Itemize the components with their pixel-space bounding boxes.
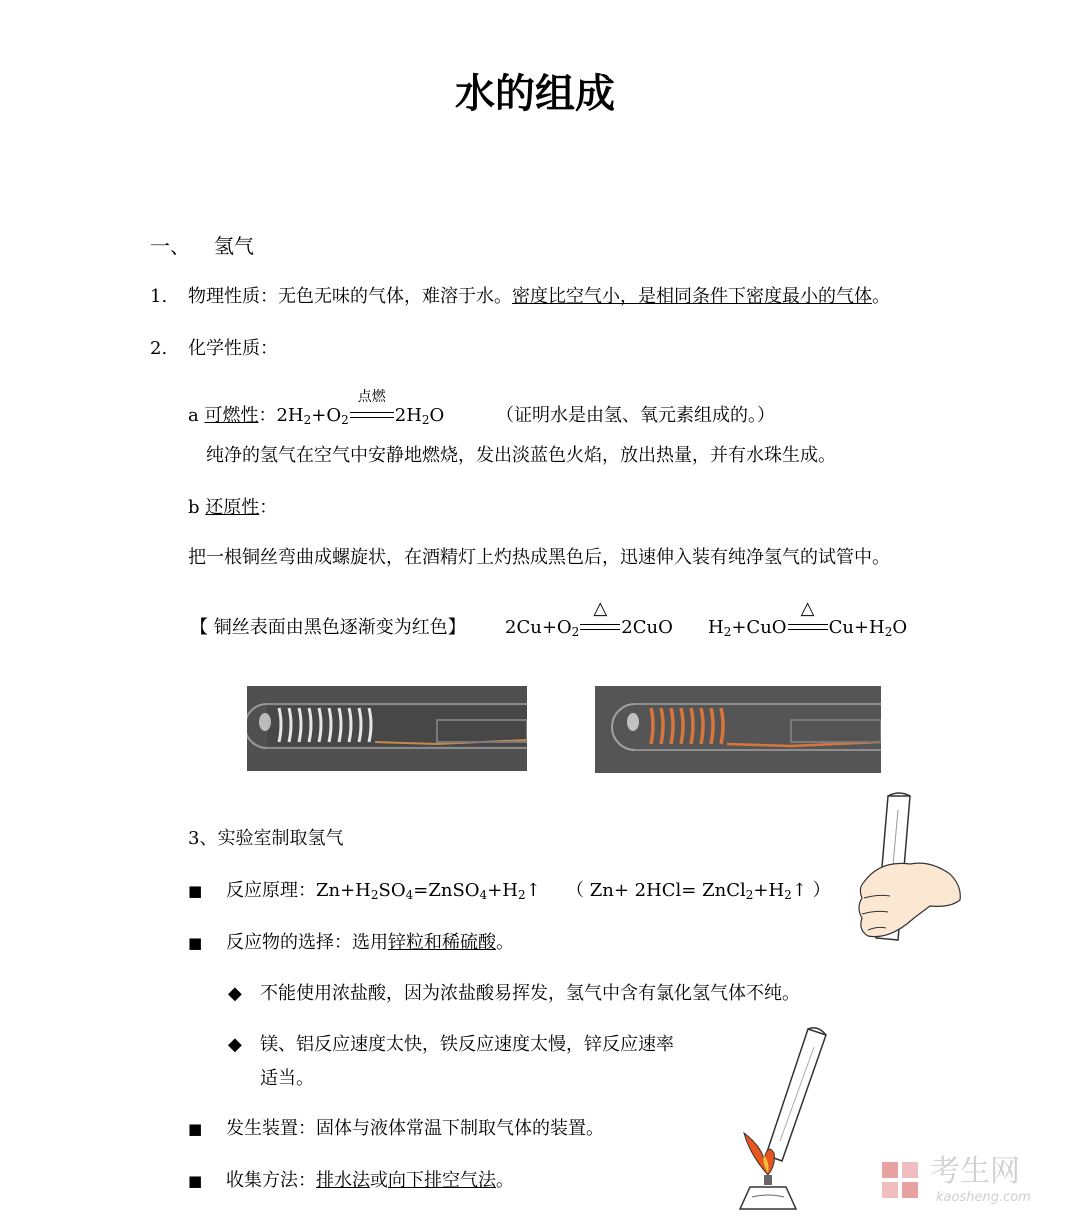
equation-cuo-reduction: $H_2+CuO$ △ $Cu+H_2O$ xyxy=(708,598,908,639)
collection-method-1: 排水法 xyxy=(316,1170,370,1191)
collection-method-2: 向下排空气法 xyxy=(388,1170,496,1191)
bullet-icon: ■ xyxy=(188,1172,203,1190)
principle-alternative: （ $Zn+ 2HCl= ZnCl_2+H_2↑$ ） xyxy=(566,880,831,902)
item1-text xyxy=(188,285,890,309)
item2-text: 化学性质： xyxy=(188,338,278,359)
combustion-description: 纯净的氢气在空气中安静地燃烧，发出淡蓝色火焰，放出热量，并有水珠生成。 xyxy=(206,445,836,466)
heat-condition: △ xyxy=(593,598,608,619)
combustion-rhs: $2H_2O$ xyxy=(394,405,445,427)
sub-point-2-line2: 适当。 xyxy=(260,1068,314,1089)
sub-point-1: 不能使用浓盐酸，因为浓盐酸易挥发，氢气中含有氯化氢气体不纯。 xyxy=(260,983,800,1004)
item1-number: 1. xyxy=(150,286,168,307)
reactant-line: 反应物的选择：选用锌粒和稀硫酸。 xyxy=(226,932,514,953)
item1-prefix: 物理性质：无色无味的气体，难溶于水。 xyxy=(188,286,512,307)
reduction-description: 把一根铜丝弯曲成螺旋状，在酒精灯上灼热成黑色后，迅速伸入装有纯净氢气的试管中。 xyxy=(188,547,890,568)
combustion-note: （证明水是由氢、氧元素组成的。） xyxy=(496,405,775,426)
collection-line: 收集方法：排水法或向下排空气法。 xyxy=(226,1170,514,1191)
diamond-icon: ◆ xyxy=(228,1034,242,1055)
photo-red-copper-coil xyxy=(595,686,881,773)
watermark-logo-icon xyxy=(880,1160,920,1200)
photo-black-copper-coil xyxy=(247,686,527,771)
bullet-icon: ■ xyxy=(188,882,203,900)
combustion-line xyxy=(188,389,445,428)
reduction-label: 还原性 xyxy=(205,497,260,518)
combustion-lhs: $2H_2+O_2$ xyxy=(276,405,349,427)
equals-sign xyxy=(350,389,394,423)
reduction-colon: ： xyxy=(259,497,278,518)
hand-test-tube-illustration xyxy=(850,790,970,950)
page-title: 水的组成 xyxy=(455,71,615,117)
watermark-domain: kaosheng.com xyxy=(936,1190,1031,1205)
item1-underlined: 密度比空气小，是相同条件下密度最小的气体 xyxy=(512,286,872,307)
reduction-line xyxy=(188,496,277,520)
bullet-icon: ■ xyxy=(188,1120,203,1138)
combustion-letter: a xyxy=(188,405,199,426)
heat-condition: △ xyxy=(800,598,815,619)
reduction-observation: 【 铜丝表面由黑色逐渐变为红色】 xyxy=(190,617,466,638)
equals-sign xyxy=(580,598,620,635)
condition-ignite: 点燃 xyxy=(357,389,386,405)
combustion-colon: ： xyxy=(258,405,277,426)
principle-line: 反应原理：$Zn+H_2SO_4=ZnSO_4+H_2↑$ xyxy=(226,880,541,902)
reactant-underlined: 锌粒和稀硫酸 xyxy=(388,932,496,953)
equation-copper-oxidation: $2Cu+O_2$ △ 2CuO xyxy=(505,598,673,639)
item2-number: 2. xyxy=(150,338,168,359)
reduction-letter: b xyxy=(188,497,200,518)
principle-equation: $Zn+H_2SO_4=ZnSO_4+H_2↑$ xyxy=(316,880,541,902)
section-heading: 氢气 xyxy=(214,234,254,258)
alcohol-lamp-illustration xyxy=(730,1025,830,1215)
item1-suffix: 。 xyxy=(872,286,890,307)
diamond-icon: ◆ xyxy=(228,983,242,1004)
section-number: 一、 xyxy=(150,234,190,258)
sub-point-2-line1: 镁、铝反应速度太快，铁反应速度太慢，锌反应速率 xyxy=(260,1034,674,1055)
equals-sign xyxy=(788,598,828,635)
watermark-brand: 考生网 xyxy=(930,1154,1020,1189)
apparatus-line: 发生装置：固体与液体常温下制取气体的装置。 xyxy=(226,1118,604,1139)
lab-heading: 3、实验室制取氢气 xyxy=(188,828,344,849)
combustion-label: 可燃性 xyxy=(204,405,259,426)
bullet-icon: ■ xyxy=(188,934,203,952)
